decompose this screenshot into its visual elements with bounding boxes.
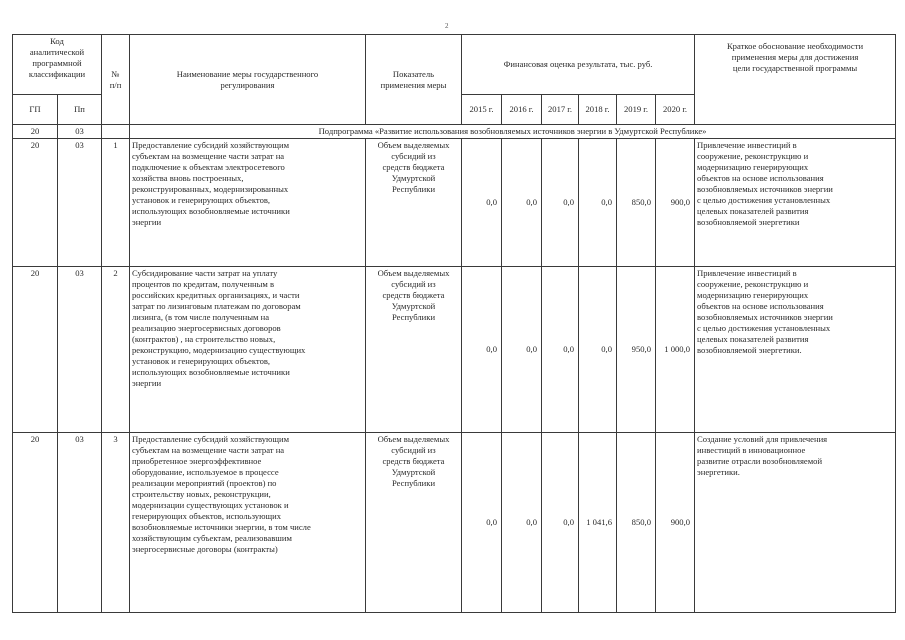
row-pp: 03: [58, 267, 102, 433]
header-row-number: № п/п: [102, 35, 130, 125]
table-row: [13, 433, 896, 613]
row-justification: Создание условий для привлечения инвестиций в инновационное развитие отрасли возобновляемой энергетики.: [695, 433, 896, 613]
row-value-2016: 0,0: [502, 267, 542, 433]
subprogram-pp: 03: [58, 125, 102, 139]
row-measure: Субсидирование части затрат на уплату процентов по кредитам, полученным в российских кредитных организациях, и части затрат по лизинговым платежам по договорам лизинга, (в том числе полученным на реализацию энергосервисных договоров (контрактов) , на строительство новых, реконструкцию, модернизацию существующих установок и генерирующих объектов, использующих возобновляемые источники энергии: [130, 267, 366, 433]
row-value-2015: 0,0: [462, 433, 502, 613]
table-row: [13, 139, 896, 267]
row-value-2017: 0,0: [542, 433, 579, 613]
header-year-2018: 2018 г.: [579, 95, 617, 125]
subprogram-title: Подпрограмма «Развитие использования возобновляемых источников энергии в Удмуртской Республике»: [130, 125, 896, 139]
page-number: 2: [445, 22, 449, 30]
row-value-2016: 0,0: [502, 139, 542, 267]
row-number: 1: [102, 139, 130, 267]
row-value-2018: 1 041,6: [579, 433, 617, 613]
header-gp: ГП: [13, 95, 58, 125]
row-measure: Предоставление субсидий хозяйствующим субъектам на возмещение части затрат на подключение к объектам электросетевого хозяйства вновь построенных, реконструированных, модернизированных установок и генерирующих объектов, использующих возобновляемые источники энергии: [130, 139, 366, 267]
row-value-2020: 1 000,0: [656, 267, 695, 433]
subprogram-row: [13, 125, 896, 139]
table-row: [13, 267, 896, 433]
row-indicator: Объем выделяемых субсидий из средств бюджета Удмуртской Республики: [366, 267, 462, 433]
row-justification: Привлечение инвестиций в сооружение, реконструкцию и модернизацию генерирующих объектов на основе использования возобновляемых источников энергии с целью достижения установленных целевых показателей развития возобновляемой энергетики.: [695, 267, 896, 433]
row-justification: Привлечение инвестиций в сооружение, реконструкцию и модернизацию генерирующих объектов на основе использования возобновляемых источников энергии с целью достижения установленных целевых показателей развития возобновляемой энергетики: [695, 139, 896, 267]
row-value-2019: 850,0: [617, 433, 656, 613]
header-pp: Пп: [58, 95, 102, 125]
row-value-2020: 900,0: [656, 139, 695, 267]
row-value-2015: 0,0: [462, 267, 502, 433]
header-year-2020: 2020 г.: [656, 95, 695, 125]
header-year-2016: 2016 г.: [502, 95, 542, 125]
row-gp: 20: [13, 433, 58, 613]
row-indicator: Объем выделяемых субсидий из средств бюджета Удмуртской Республики: [366, 433, 462, 613]
header-year-2019: 2019 г.: [617, 95, 656, 125]
row-value-2016: 0,0: [502, 433, 542, 613]
row-number: 2: [102, 267, 130, 433]
row-value-2015: 0,0: [462, 139, 502, 267]
measures-table: [12, 34, 896, 613]
row-measure: Предоставление субсидий хозяйствующим субъектам на возмещение части затрат на приобретенное энергоэффективное оборудование, используемое в процессе реализации мероприятий (проектов) по строительству новых, реконструкции, модернизации существующих установок и генерирующих объектов, использующих возобновляемые источники энергии, в том числе хозяйствующим субъектам, реализовавшим энергосервисные договоры (контракты): [130, 433, 366, 613]
row-value-2017: 0,0: [542, 139, 579, 267]
row-value-2018: 0,0: [579, 267, 617, 433]
row-value-2020: 900,0: [656, 433, 695, 613]
subprogram-gp: 20: [13, 125, 58, 139]
row-pp: 03: [58, 139, 102, 267]
header-financial-estimate: Финансовая оценка результата, тыс. руб.: [462, 35, 695, 95]
row-pp: 03: [58, 433, 102, 613]
row-value-2017: 0,0: [542, 267, 579, 433]
header-indicator: Показатель применения меры: [366, 35, 462, 125]
header-code-classification: Код аналитической программной классификации: [13, 35, 102, 95]
header-measure-name: Наименование меры государственного регулирования: [130, 35, 366, 125]
row-gp: 20: [13, 267, 58, 433]
header-year-2015: 2015 г.: [462, 95, 502, 125]
row-value-2018: 0,0: [579, 139, 617, 267]
row-value-2019: 950,0: [617, 267, 656, 433]
row-value-2019: 850,0: [617, 139, 656, 267]
row-number: 3: [102, 433, 130, 613]
row-gp: 20: [13, 139, 58, 267]
header-year-2017: 2017 г.: [542, 95, 579, 125]
row-indicator: Объем выделяемых субсидий из средств бюджета Удмуртской Республики: [366, 139, 462, 267]
header-justification: Краткое обоснование необходимости применения меры для достижения цели государственной программы: [695, 35, 896, 125]
